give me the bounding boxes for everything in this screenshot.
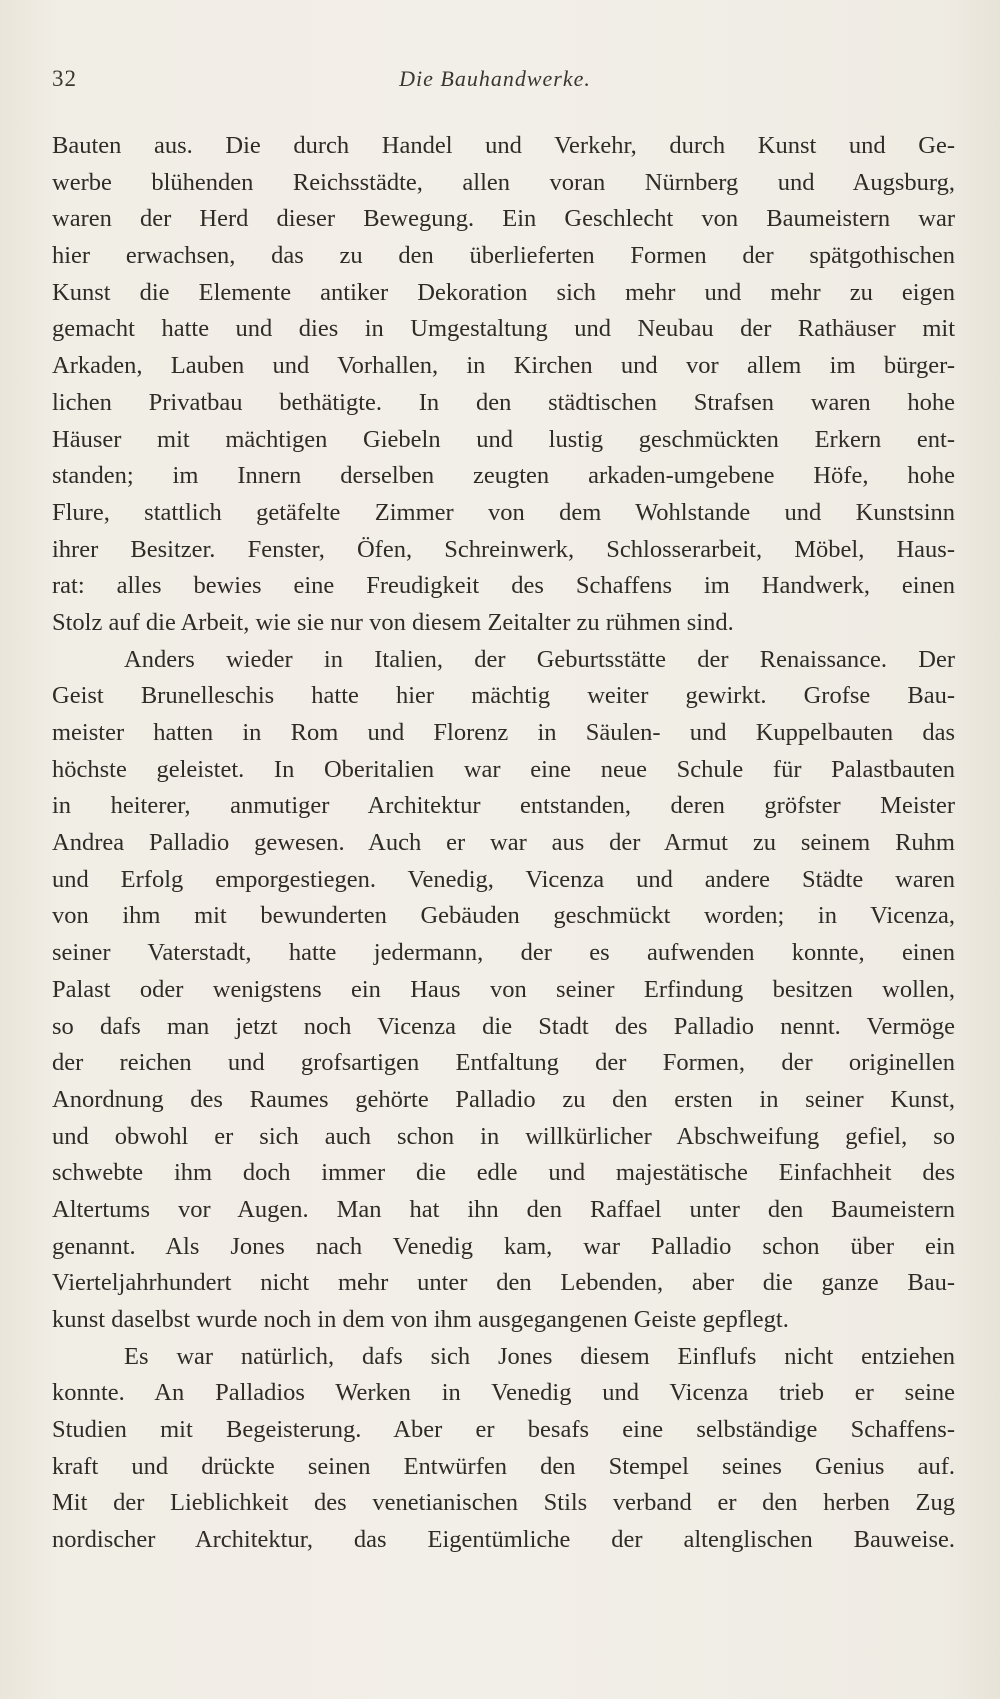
text-line: Arkaden, Lauben und Vorhallen, in Kirchen und vor allem im bürger- bbox=[52, 352, 955, 380]
text-line: seiner Vaterstadt, hatte jedermann, der es aufwenden konnte, einen bbox=[52, 939, 955, 967]
text-line: kraft und drückte seinen Entwürfen den Stempel seines Genius auf. bbox=[52, 1452, 955, 1480]
text-line: und Erfolg emporgestiegen. Venedig, Vicenza und andere Städte waren bbox=[52, 865, 955, 893]
text-line: Vierteljahrhundert nicht mehr unter den Lebenden, aber die ganze Bau- bbox=[52, 1269, 955, 1297]
text-line: lichen Privatbau bethätigte. In den städtischen Strafsen waren hohe bbox=[52, 388, 955, 416]
text-line: konnte. An Palladios Werken in Venedig und Vicenza trieb er seine bbox=[52, 1379, 955, 1407]
text-line: standen; im Innern derselben zeugten arkaden-umgebene Höfe, hohe bbox=[52, 462, 955, 490]
text-line: hier erwachsen, das zu den überlieferten Formen der spätgothischen bbox=[52, 242, 955, 270]
text-line: Flure, stattlich getäfelte Zimmer von dem Wohlstande und Kunstsinn bbox=[52, 498, 955, 526]
text-line: so dafs man jetzt noch Vicenza die Stadt des Palladio nennt. Vermöge bbox=[52, 1012, 955, 1040]
text-line: Stolz auf die Arbeit, wie sie nur von diesem Zeitalter zu rühmen sind. bbox=[52, 608, 734, 636]
text-line: schwebte ihm doch immer die edle und majestätische Einfachheit des bbox=[52, 1159, 955, 1187]
page-number: 32 bbox=[52, 66, 77, 91]
text-line: Anordnung des Raumes gehörte Palladio zu den ersten in seiner Kunst, bbox=[52, 1085, 955, 1113]
text-line: von ihm mit bewunderten Gebäuden geschmückt worden; in Vicenza, bbox=[52, 902, 955, 930]
text-line: Altertums vor Augen. Man hat ihn den Raffael unter den Baumeistern bbox=[52, 1195, 955, 1223]
text-line: in heiterer, anmutiger Architektur entstanden, deren gröfster Meister bbox=[52, 792, 955, 820]
text-line: und obwohl er sich auch schon in willkürlicher Abschweifung gefiel, so bbox=[52, 1122, 955, 1150]
text-line: Es war natürlich, dafs sich Jones diesem Einflufs nicht entziehen bbox=[124, 1342, 955, 1370]
page-header bbox=[50, 66, 940, 98]
text-line: meister hatten in Rom und Florenz in Säulen- und Kuppelbauten das bbox=[52, 719, 955, 746]
text-line: genannt. Als Jones nach Venedig kam, war Palladio schon über ein bbox=[52, 1232, 955, 1260]
text-line: ihrer Besitzer. Fenster, Öfen, Schreinwerk, Schlosserarbeit, Möbel, Haus- bbox=[52, 535, 955, 563]
text-line: Geist Brunelleschis hatte hier mächtig weiter gewirkt. Grofse Bau- bbox=[52, 682, 955, 710]
text-line: Mit der Lieblichkeit des venetianischen Stils verband er den herben Zug bbox=[52, 1489, 955, 1517]
text-line: nordischer Architektur, das Eigentümliche der altenglischen Bauweise. bbox=[52, 1526, 955, 1554]
text-line: waren der Herd dieser Bewegung. Ein Geschlecht von Baumeistern war bbox=[52, 205, 955, 233]
text-line: höchste geleistet. In Oberitalien war eine neue Schule für Palastbauten bbox=[52, 755, 955, 783]
text-line: Studien mit Begeisterung. Aber er besafs eine selbständige Schaffens- bbox=[52, 1416, 955, 1444]
text-line: gemacht hatte und dies in Umgestaltung und Neubau der Rathäuser mit bbox=[52, 315, 955, 343]
text-line: Bauten aus. Die durch Handel und Verkehr, durch Kunst und Ge- bbox=[52, 132, 955, 159]
text-line: der reichen und grofsartigen Entfaltung der Formen, der originellen bbox=[52, 1049, 955, 1077]
body-text bbox=[52, 128, 955, 1559]
text-line: Andrea Palladio gewesen. Auch er war aus der Armut zu seinem Ruhm bbox=[52, 829, 955, 857]
text-line: Häuser mit mächtigen Giebeln und lustig geschmückten Erkern ent- bbox=[52, 425, 955, 453]
text-line: werbe blühenden Reichsstädte, allen voran Nürnberg und Augsburg, bbox=[52, 168, 955, 196]
text-line: kunst daselbst wurde noch in dem von ihm ausgegangenen Geiste gepflegt. bbox=[52, 1306, 789, 1333]
text-line: Anders wieder in Italien, der Geburtsstätte der Renaissance. Der bbox=[124, 645, 955, 673]
text-line: Palast oder wenigstens ein Haus von seiner Erfindung besitzen wollen, bbox=[52, 975, 955, 1003]
running-title: Die Bauhandwerke. bbox=[399, 66, 591, 91]
text-line: rat: alles bewies eine Freudigkeit des Schaffens im Handwerk, einen bbox=[52, 572, 955, 600]
text-line: Kunst die Elemente antiker Dekoration sich mehr und mehr zu eigen bbox=[52, 278, 955, 306]
